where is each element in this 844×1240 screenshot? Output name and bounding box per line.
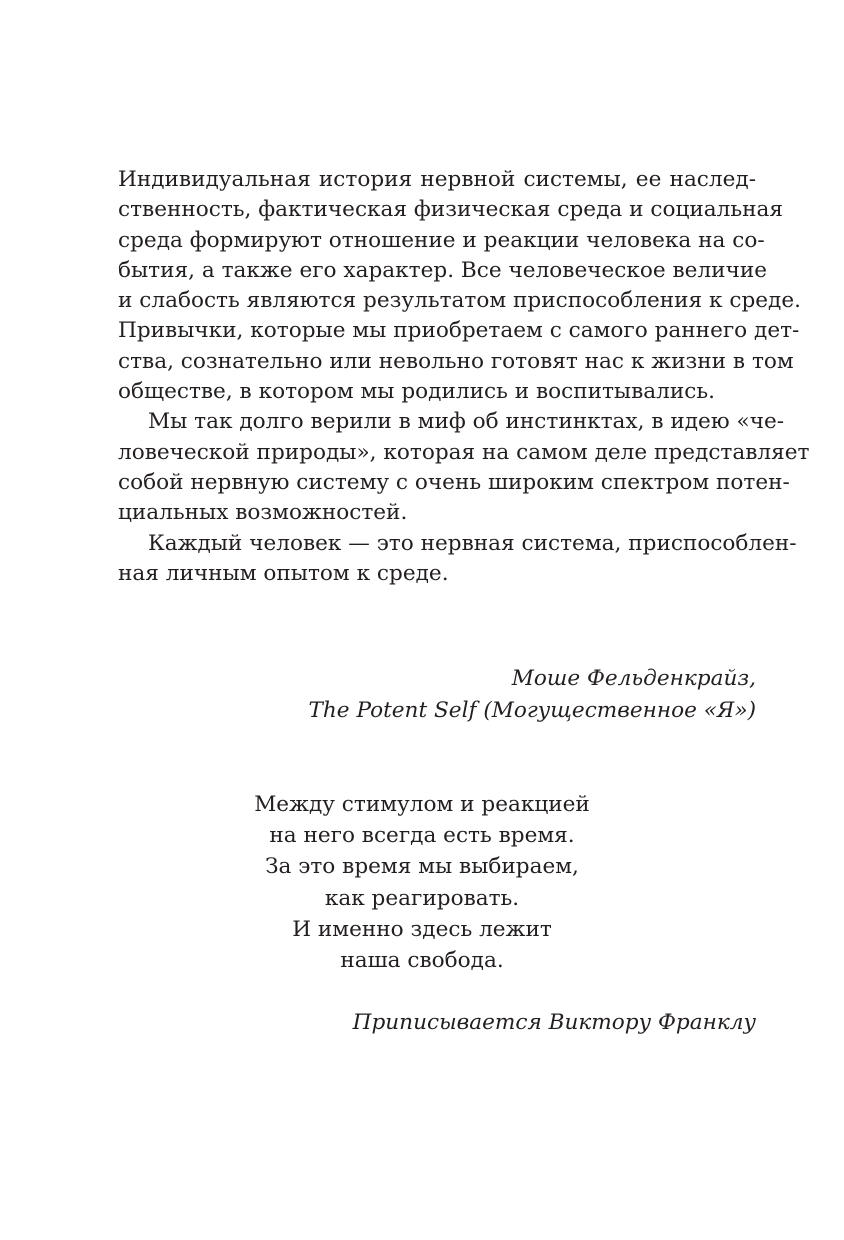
- quote-line: на него всегда есть время.: [269, 823, 575, 849]
- text-line: Мы так долго верили в миф об инстинктах, в идею «че-: [148, 409, 785, 435]
- text-line: Индивидуальная история нервной системы, ее наслед-: [118, 167, 756, 192]
- text-line: среда формируют отношение и реакции человека на со-: [118, 227, 765, 253]
- text-line: ства, сознательно или невольно готовят нас к жизни в том: [118, 348, 794, 374]
- quote-line: как реагировать.: [324, 885, 520, 911]
- epigraph-attribution: [308, 663, 756, 727]
- text-line: бытия, а также его характер. Все человеческое величие: [118, 257, 768, 283]
- paragraph-2: [118, 407, 810, 528]
- text-line: и слабость являются результатом приспособления к среде.: [118, 288, 801, 314]
- quote-attribution: Приписывается Виктору Франклу: [352, 1010, 756, 1035]
- text-line: собой нервную систему с очень широким спектром потен-: [118, 469, 790, 495]
- text-line: обществе, в котором мы родились и воспитывались.: [118, 379, 715, 405]
- quote-block: [0, 789, 844, 976]
- text-line: ственность, фактическая физическая среда и социальная: [118, 197, 783, 223]
- text-line: ная личным опытом к среде.: [118, 560, 449, 586]
- text-line: Каждый человек — это нервная система, приспособлен-: [148, 530, 797, 556]
- attribution-author: Моше Фельденкрайз,: [511, 666, 756, 691]
- epigraph-text: [118, 165, 810, 589]
- text-line: циальных возможностей.: [118, 500, 408, 526]
- quote-line: За это время мы выбираем,: [265, 854, 579, 880]
- quote-line: наша свобода.: [340, 947, 504, 973]
- paragraph-1: [118, 165, 801, 407]
- attribution-source: The Potent Self (Могущественное «Я»): [308, 698, 756, 723]
- text-line: ловеческой природы», которая на самом деле представляет: [118, 439, 810, 465]
- paragraph-3: [118, 529, 797, 590]
- text-line: Привычки, которые мы приобретаем с самого раннего дет-: [118, 318, 800, 344]
- quote-line: И именно здесь лежит: [292, 916, 552, 942]
- quote-line: Между стимулом и реакцией: [254, 792, 590, 817]
